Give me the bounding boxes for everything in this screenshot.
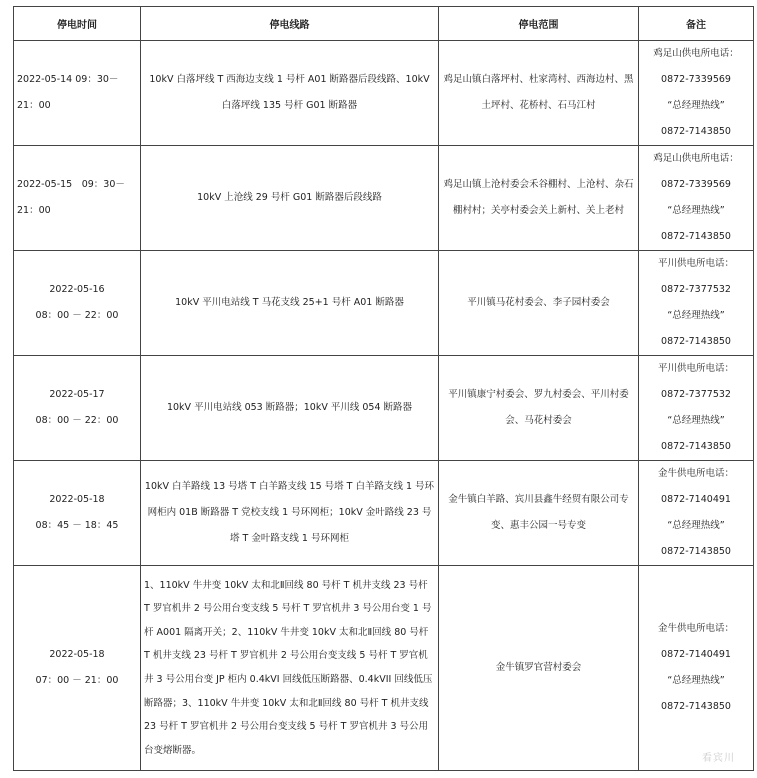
table-row [14,41,754,146]
note-hotline-phone: 0872-7143850 [661,126,731,137]
note-hotline-label: “总经理热线” [667,310,725,321]
outage-schedule-table [13,6,754,771]
cell-note [639,461,754,566]
cell-range: 鸡足山镇白落坪村、杜家湾村、西海边村、黑土坪村、花桥村、石马江村 [439,41,639,146]
note-hotline-phone: 0872-7143850 [661,336,731,347]
cell-line: 10kV 白羊路线 13 号塔 T 白羊路支线 15 号塔 T 白羊路支线 1 号环网柜内 01B 断路器 T 党校支线 1 号环网柜；10kV 金叶路线 23 号塔 T 金叶路支线 1 号环网柜 [141,461,439,566]
cell-note [639,146,754,251]
cell-note [639,251,754,356]
time-date: 2022-05-18 [49,649,105,660]
cell-time [14,461,141,566]
note-hotline-label: “总经理热线” [667,675,725,686]
time-date: 2022-05-18 [49,494,105,505]
note-office-phone-label: 平川供电所电话： [657,258,734,269]
table-row [14,251,754,356]
note-office-phone-label: 金牛供电所电话： [657,468,734,479]
cell-line: 10kV 上沧线 29 号杆 G01 断路器后段线路 [141,146,439,251]
time-date: 2022-05-16 [49,284,105,295]
time-range: 08：00 － 22：00 [35,310,119,321]
header-note: 备注 [639,7,754,41]
note-office-phone: 0872-7339569 [661,179,731,190]
cell-time [14,251,141,356]
table-header-row [14,7,754,41]
note-office-phone-label: 鸡足山供电所电话： [653,48,739,59]
note-hotline-label: “总经理热线” [667,415,725,426]
cell-range: 鸡足山镇上沧村委会禾谷棚村、上沧村、杂石棚村村；关亭村委会关上新村、关上老村 [439,146,639,251]
cell-range: 平川镇康宁村委会、罗九村委会、平川村委会、马花村委会 [439,356,639,461]
cell-line: 10kV 平川电站线 T 马花支线 25+1 号杆 A01 断路器 [141,251,439,356]
cell-range: 金牛镇白羊路、宾川县鑫牛经贸有限公司专变、惠丰公园一号专变 [439,461,639,566]
cell-range: 金牛镇罗官营村委会 [439,566,639,771]
time-range: 08：45 － 18：45 [35,520,119,531]
time-range: 07：00 － 21：00 [35,675,119,686]
time-date: 2022-05-17 [49,389,105,400]
note-office-phone: 0872-7377532 [661,389,731,400]
time-range: 08：00 － 22：00 [35,415,119,426]
note-office-phone-label: 金牛供电所电话： [657,623,734,634]
cell-line: 1、110kV 牛井变 10kV 太和北Ⅱ回线 80 号杆 T 机井支线 23 号杆 T 罗官机井 2 号公用台变支线 5 号杆 T 罗官机井 3 号公用台变 1 号杆 A001 隔离开关；2、110kV 牛井变 10kV 太和北Ⅱ回线 80 号杆 T 机井支线 23 号杆 T 罗官机井 2 号公用台变支线 5 号杆 T 罗官机井 3 号公用台变 JP 柜内 0.4kVI 回线低压断路器、0.4kVII 回线低压断路器；3、110kV 牛井变 10kV 太和北Ⅱ回线 80 号杆 T 机井支线 23 号杆 T 罗官机井 2 号公用台变支线 5 号杆 T 罗官机井 3 号公用台变熔断器。 [141,566,439,771]
cell-time [14,566,141,771]
note-hotline-label: “总经理热线” [667,100,725,111]
table-row [14,566,754,771]
cell-range: 平川镇马花村委会、李子园村委会 [439,251,639,356]
note-office-phone: 0872-7140491 [661,649,731,660]
note-office-phone: 0872-7377532 [661,284,731,295]
cell-time: 2022-05-14 09：30－21：00 [14,41,141,146]
note-office-phone: 0872-7339569 [661,74,731,85]
cell-note [639,41,754,146]
note-office-phone: 0872-7140491 [661,494,731,505]
note-hotline-phone: 0872-7143850 [661,231,731,242]
note-hotline-label: “总经理热线” [667,520,725,531]
table-row [14,461,754,566]
cell-time: 2022-05-15 09：30－21：00 [14,146,141,251]
cell-line: 10kV 白落坪线 T 西海边支线 1 号杆 A01 断路器后段线路、10kV 白落坪线 135 号杆 G01 断路器 [141,41,439,146]
header-time: 停电时间 [14,7,141,41]
note-hotline-phone: 0872-7143850 [661,546,731,557]
header-line: 停电线路 [141,7,439,41]
header-range: 停电范围 [439,7,639,41]
table-row [14,146,754,251]
note-hotline-phone: 0872-7143850 [661,441,731,452]
note-office-phone-label: 鸡足山供电所电话： [653,153,739,164]
cell-note [639,356,754,461]
note-hotline-label: “总经理热线” [667,205,725,216]
table-row [14,356,754,461]
watermark: 看宾川 [702,753,735,764]
note-hotline-phone: 0872-7143850 [661,701,731,712]
cell-note [639,566,754,771]
cell-time [14,356,141,461]
note-office-phone-label: 平川供电所电话： [657,363,734,374]
cell-line: 10kV 平川电站线 053 断路器；10kV 平川线 054 断路器 [141,356,439,461]
